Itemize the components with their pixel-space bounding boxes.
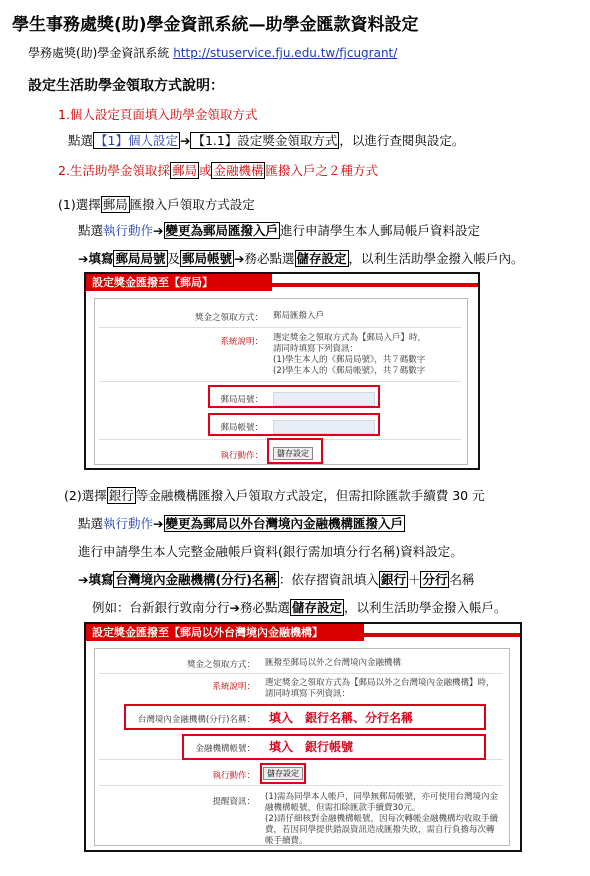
screenshot1-bar-line bbox=[266, 283, 478, 287]
screenshot1-title-bar: 設定獎金匯撥至【郵局】 bbox=[86, 274, 272, 291]
section-heading: 設定生活助學金領取方式說明： bbox=[28, 78, 224, 94]
sec2-line5 bbox=[92, 598, 507, 616]
sec2-line3: 進行申請學生本人完整金融帳戶資料(銀行需加填分行名稱)資料設定。 bbox=[78, 544, 463, 559]
sec1-text-g: ➔務必點選 bbox=[234, 251, 295, 266]
sec1-text-f: 及 bbox=[167, 251, 181, 266]
divider bbox=[99, 327, 461, 328]
desc-label: 系統說明： bbox=[220, 337, 263, 347]
step2-post-office: 郵局 bbox=[171, 163, 197, 178]
divider bbox=[99, 785, 503, 786]
sec1-line3 bbox=[78, 249, 524, 267]
action-label: 執行動作： bbox=[220, 451, 263, 461]
note-label: 提醒資訊： bbox=[212, 797, 255, 807]
step1-personal-settings: 【1】個人設定 bbox=[95, 133, 178, 148]
save-button[interactable]: 儲存設定 bbox=[273, 447, 313, 460]
step2-text-c: 匯撥入戶之２種方式 bbox=[265, 163, 378, 178]
highlight-bank-account bbox=[182, 734, 486, 760]
sec2-plus: ＋ bbox=[407, 572, 421, 587]
arrow-icon: ➔ bbox=[153, 223, 164, 238]
sec1-text-a: (1)選擇 bbox=[58, 197, 101, 212]
bank-screenshot bbox=[84, 622, 522, 852]
action-label: 執行動作： bbox=[212, 771, 255, 781]
sec1-save: 儲存設定 bbox=[296, 251, 347, 266]
sec2-text-g: 例如：台新銀行敦南分行➔務必點選 bbox=[92, 600, 290, 615]
step1-text-a: 點選 bbox=[68, 133, 94, 148]
sec2-bank-name: 台灣境內金融機構(分行)名稱 bbox=[115, 572, 277, 587]
step1-award-settings: 【1.1】設定獎金領取方式 bbox=[192, 133, 338, 148]
sec1-change-post: 變更為郵局匯撥入戶 bbox=[165, 223, 279, 238]
highlight-bank-name bbox=[124, 704, 486, 730]
sec2-execute-action: 執行動作 bbox=[103, 516, 154, 531]
desc-value: 選定獎金之領取方式為【郵局入戶】時， 請同時填寫下列資訊： (1)學生本人的《郵局局號》，共７碼數字 (2)學生本人的《郵局帳號》，共７碼數字 bbox=[273, 333, 427, 376]
step1-instruction bbox=[68, 131, 464, 149]
highlight-save bbox=[267, 438, 323, 464]
sec2-branch-word: 分行 bbox=[422, 572, 448, 587]
sec2-bank: 銀行 bbox=[108, 488, 134, 503]
post-account-label: 郵局帳號： bbox=[220, 423, 263, 433]
highlight-post-account bbox=[208, 413, 380, 436]
sec2-bank-word: 銀行 bbox=[380, 572, 406, 587]
mode-label: 獎金之領取方式： bbox=[194, 313, 263, 323]
sec2-text-c: 點選 bbox=[78, 516, 104, 531]
bank-name-value: 填入 銀行名稱、分行名稱 bbox=[269, 711, 414, 725]
sec1-line1 bbox=[58, 195, 255, 213]
highlight-save bbox=[260, 763, 306, 784]
sec2-change-bank: 變更為郵局以外台灣境內金融機構匯撥入戶 bbox=[165, 516, 404, 531]
step2-text-a: 2.生活助學金領取採 bbox=[58, 163, 170, 178]
sec1-text-d: 進行申請學生本人郵局帳戶資料設定 bbox=[280, 223, 481, 238]
sec1-text-b: 匯撥入戶領取方式設定 bbox=[129, 197, 255, 212]
sec2-line1 bbox=[64, 486, 485, 504]
divider bbox=[99, 673, 503, 674]
save-button[interactable]: 儲存設定 bbox=[263, 767, 303, 780]
desc-value: 選定獎金之領取方式為【郵局以外之台灣境內金融機構】時， 請同時填寫下列資訊： bbox=[265, 678, 495, 699]
mode-value: 匯撥至郵局以外之台灣境內金融機構 bbox=[265, 658, 402, 668]
system-label: 學務處獎(助)學金資訊系統 bbox=[28, 46, 170, 60]
bank-account-label: 金融機構帳號： bbox=[195, 744, 255, 754]
mode-label: 獎金之領取方式： bbox=[186, 660, 255, 670]
desc-label: 系統說明： bbox=[212, 682, 255, 692]
sec2-text-b: 等金融機構匯撥入戶領取方式設定，但需扣除匯款手續費 30 元 bbox=[135, 488, 485, 503]
sec1-post-office: 郵局 bbox=[102, 197, 128, 212]
step2-bank: 金融機構 bbox=[213, 163, 264, 178]
screenshot2-bar-line bbox=[358, 633, 520, 637]
step2-text-b: 或 bbox=[198, 163, 212, 178]
system-url-link[interactable]: http://stuservice.fju.edu.tw/fjcugrant/ bbox=[173, 46, 398, 60]
sec2-text-f: 名稱 bbox=[449, 572, 475, 587]
step2-title bbox=[58, 161, 378, 179]
sec2-line2 bbox=[78, 514, 405, 532]
system-line bbox=[28, 44, 397, 61]
note-value: (1)需為同學本人帳戶，同學無郵局帳號，亦可使用台灣境內金 融機構帳號，但需扣除匯款手續費30元。 (2)請仔細核對金融機構帳號，因每次轉帳金融機構均收取手續 費，若因同學提供錯誤資訊造成匯撥失敗，需自行負擔每次轉 帳手續費。 bbox=[265, 792, 499, 846]
arrow-icon: ➔ bbox=[153, 516, 164, 531]
sec1-execute-action: 執行動作 bbox=[103, 223, 154, 238]
page-title: 學生事務處獎(助)學金資訊系統—助學金匯款資料設定 bbox=[12, 15, 419, 35]
sec2-text-e: ：依存摺資訊填入 bbox=[278, 572, 379, 587]
screenshot2-title-bar: 設定獎金匯撥至【郵局以外台灣境內金融機構】 bbox=[86, 624, 364, 641]
post-office-screenshot bbox=[84, 272, 480, 470]
sec1-text-h: ，以利生活助學金撥入帳戶內。 bbox=[348, 251, 524, 266]
post-code-label: 郵局局號： bbox=[220, 395, 263, 405]
sec2-text-d: ➔填寫 bbox=[78, 572, 114, 587]
sec1-post-account: 郵局帳號 bbox=[182, 251, 233, 266]
sec1-line2 bbox=[78, 221, 480, 239]
mode-value: 郵局匯撥入戶 bbox=[273, 311, 325, 321]
arrow-icon: ➔ bbox=[179, 133, 191, 148]
sec2-text-h: ，以利生活助學金撥入帳戶。 bbox=[344, 600, 507, 615]
divider bbox=[99, 381, 461, 382]
sec2-line4 bbox=[78, 570, 475, 588]
sec1-text-e: ➔填寫 bbox=[78, 251, 114, 266]
sec1-text-c: 點選 bbox=[78, 223, 104, 238]
sec1-post-code: 郵局局號 bbox=[115, 251, 166, 266]
highlight-post-code bbox=[208, 385, 380, 408]
sec2-save: 儲存設定 bbox=[291, 600, 342, 615]
bank-account-value: 填入 銀行帳號 bbox=[269, 740, 354, 754]
step1-title: 1.個人設定頁面填入助學金領取方式 bbox=[58, 107, 258, 122]
bank-name-label: 台灣境內金融機構(分行)名稱： bbox=[137, 715, 255, 725]
step1-text-b: ，以進行查閱與設定。 bbox=[339, 133, 465, 148]
sec2-text-a: (2)選擇 bbox=[64, 488, 107, 503]
